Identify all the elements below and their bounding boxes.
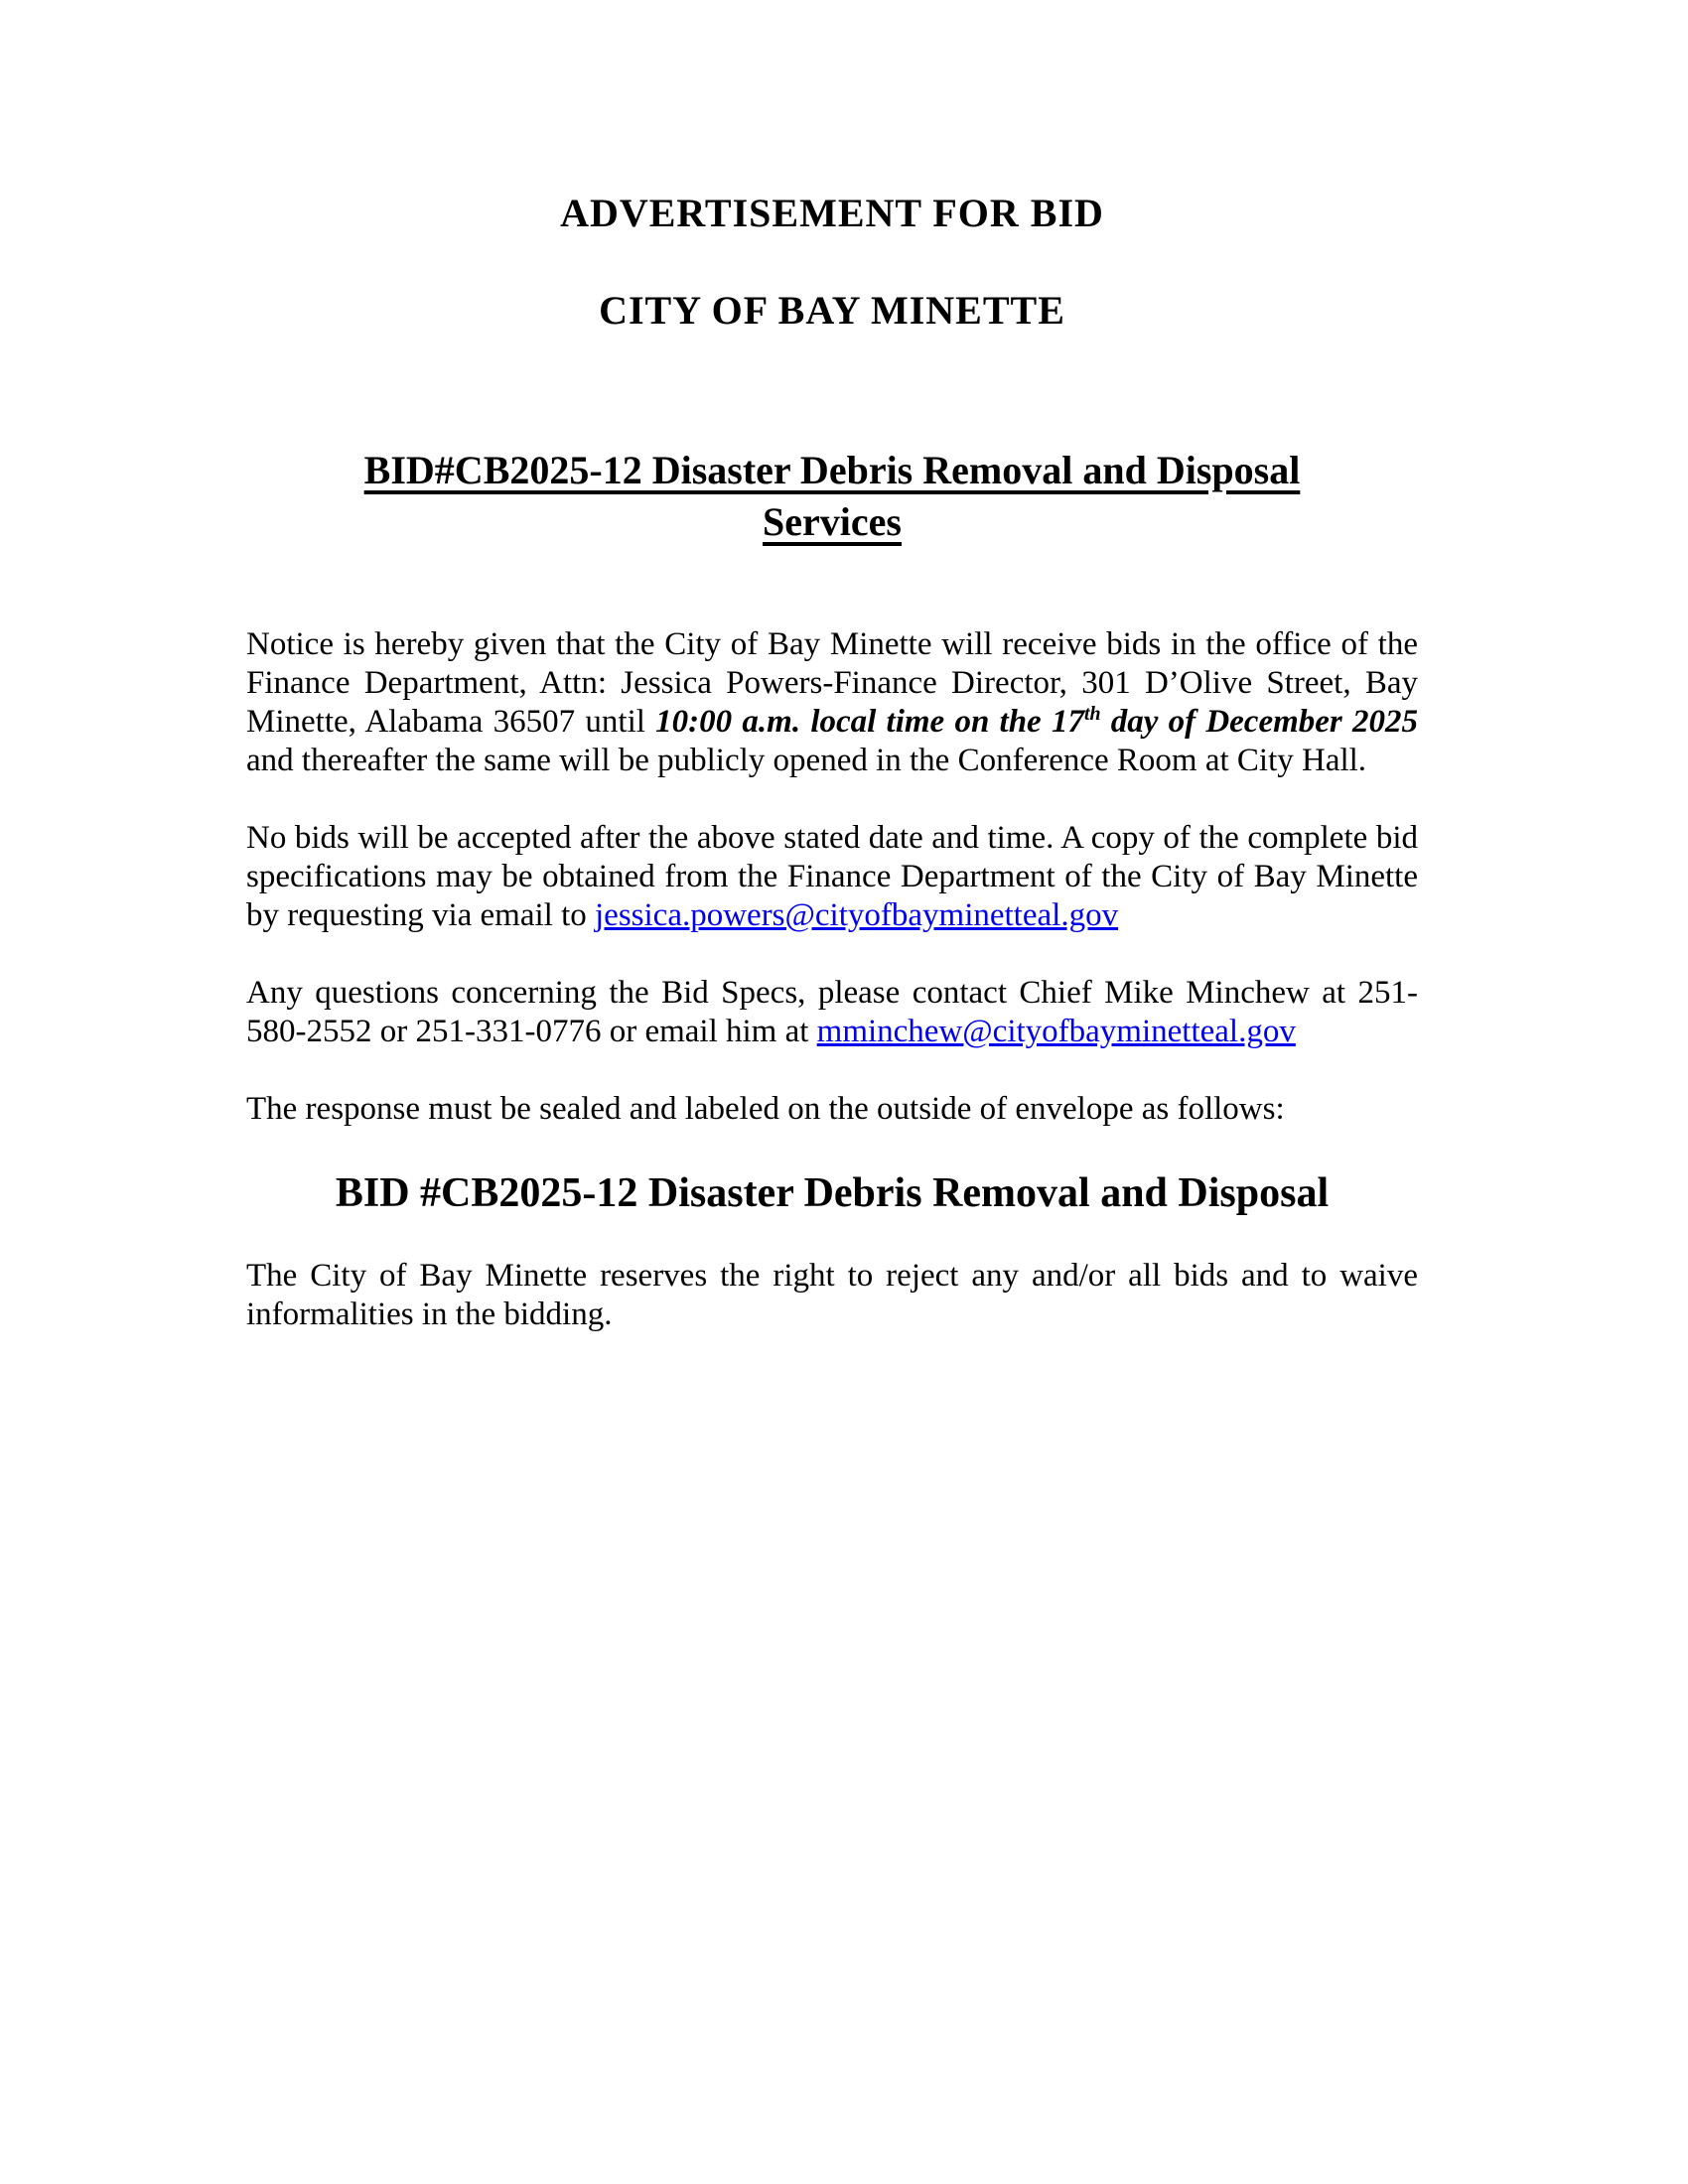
envelope-label-heading: BID #CB2025-12 Disaster Debris Removal and Disposal [335,1170,1330,1216]
specifications-text: No bids will be accepted after the above stated date and time. A copy of the complete bid specifications may be obtained from the Finance Department of the City of Bay Minette by requesting via email to [246,820,1418,933]
bid-deadline-date: day of December 2025 [1100,704,1418,740]
bid-heading-line-2 [246,496,1418,548]
bid-deadline-time: 10:00 a.m. local time on the 17 [655,704,1084,740]
notice-text-after: and thereafter the same will be publicly opened in the Conference Room at City Hall. [246,743,1367,778]
finance-email-link[interactable]: jessica.powers@cityofbayminetteal.gov [595,897,1119,933]
bid-deadline-ordinal-superscript: th [1083,703,1101,725]
rights-reservation-paragraph [246,1257,1418,1334]
notice-text-before: Notice is hereby given that the City of Bay Minette will receive bids in the office of the Finance Department, Attn: Jessica Powers-Finance Director, 301 D’Olive Street, Bay Minette, Alabama 36507 until [246,626,1418,740]
bid-number-heading [246,445,1418,548]
chief-email-link[interactable]: mminchew@cityofbayminetteal.gov [816,1014,1296,1049]
envelope-instruction-text: The response must be sealed and labeled on the outside of envelope as follows: [246,1091,1285,1127]
bid-deadline [655,704,1418,740]
bid-heading-line-1-text: BID#CB2025-12 Disaster Debris Removal and Disposal [363,448,1301,492]
document-subtitle: CITY OF BAY MINETTE [599,288,1065,333]
specifications-paragraph [246,819,1418,935]
questions-paragraph [246,974,1418,1051]
document-title: ADVERTISEMENT FOR BID [560,191,1104,235]
rights-reservation-text: The City of Bay Minette reserves the right to reject any and/or all bids and to waive informalities in the bidding. [246,1258,1418,1332]
envelope-instruction-paragraph [246,1090,1418,1129]
bid-heading-line-1 [246,445,1418,496]
questions-text: Any questions concerning the Bid Specs, please contact Chief Mike Minchew at 251-580-2552 or 251-331-0776 or email him at [246,975,1418,1049]
bid-heading-line-2-text: Services [763,499,902,544]
notice-paragraph [246,625,1418,780]
